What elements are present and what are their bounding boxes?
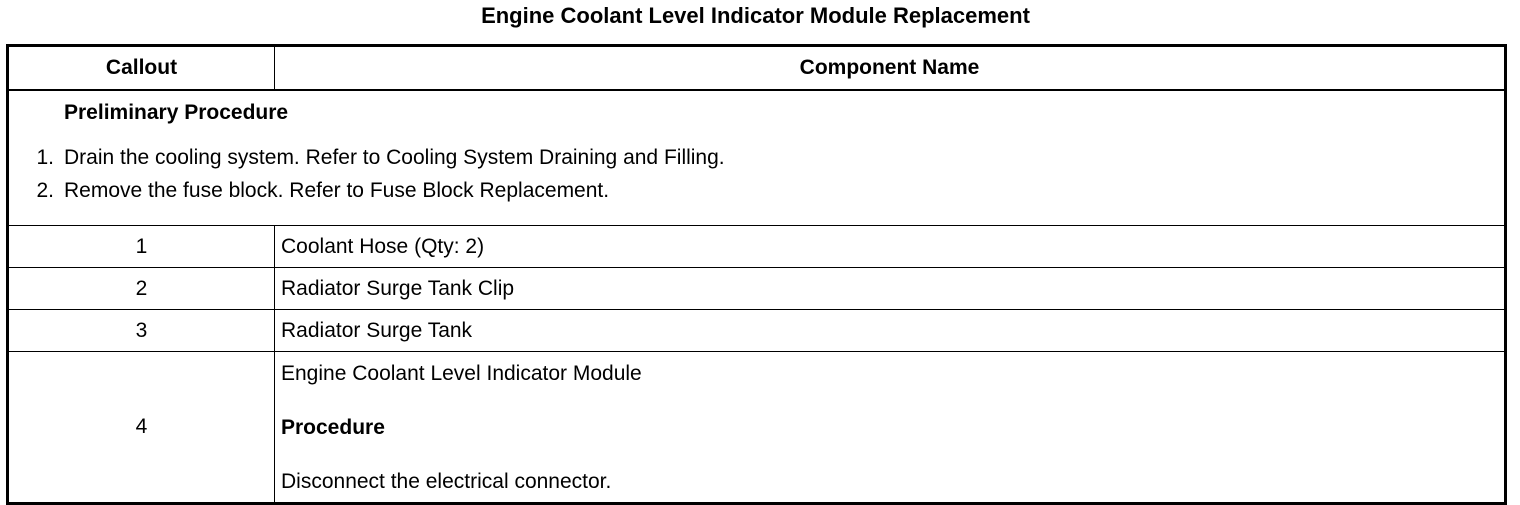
step-number: 2.: [36, 179, 54, 202]
procedure-text: Disconnect the electrical connector.: [281, 469, 612, 493]
preliminary-step: [9, 174, 1504, 207]
procedure-table: [6, 44, 1507, 505]
preliminary-procedure-heading: Preliminary Procedure: [64, 101, 289, 124]
component-name: Engine Coolant Level Indicator Module: [281, 361, 642, 385]
table-row: [8, 268, 1506, 310]
table-row: [8, 310, 1506, 352]
table-header-row: [8, 46, 1506, 91]
table-row: [8, 226, 1506, 268]
header-callout: Callout: [8, 46, 275, 91]
callout-cell: 1: [8, 226, 275, 268]
step-number: 1.: [36, 146, 54, 169]
component-name-cell: Radiator Surge Tank Clip: [275, 268, 1506, 310]
callout-cell: 3: [8, 310, 275, 352]
step-text: Drain the cooling system. Refer to Cooling System Draining and Filling.: [64, 146, 725, 169]
procedure-label: Procedure: [281, 415, 385, 439]
header-component-name: Component Name: [275, 46, 1506, 91]
component-name-cell: Radiator Surge Tank: [275, 310, 1506, 352]
component-name-cell: [275, 352, 1506, 504]
preliminary-procedure-row: [8, 90, 1506, 226]
page-title: Engine Coolant Level Indicator Module Replacement: [481, 3, 1030, 28]
callout-cell: 4: [8, 352, 275, 504]
table-row: [8, 352, 1506, 504]
preliminary-step: [9, 141, 1504, 174]
callout-cell: 2: [8, 268, 275, 310]
component-name-cell: Coolant Hose (Qty: 2): [275, 226, 1506, 268]
preliminary-steps-list: [9, 141, 1504, 207]
preliminary-procedure-cell: [8, 90, 1506, 226]
component-detail: [281, 360, 1504, 495]
step-text: Remove the fuse block. Refer to Fuse Block Replacement.: [64, 179, 610, 202]
